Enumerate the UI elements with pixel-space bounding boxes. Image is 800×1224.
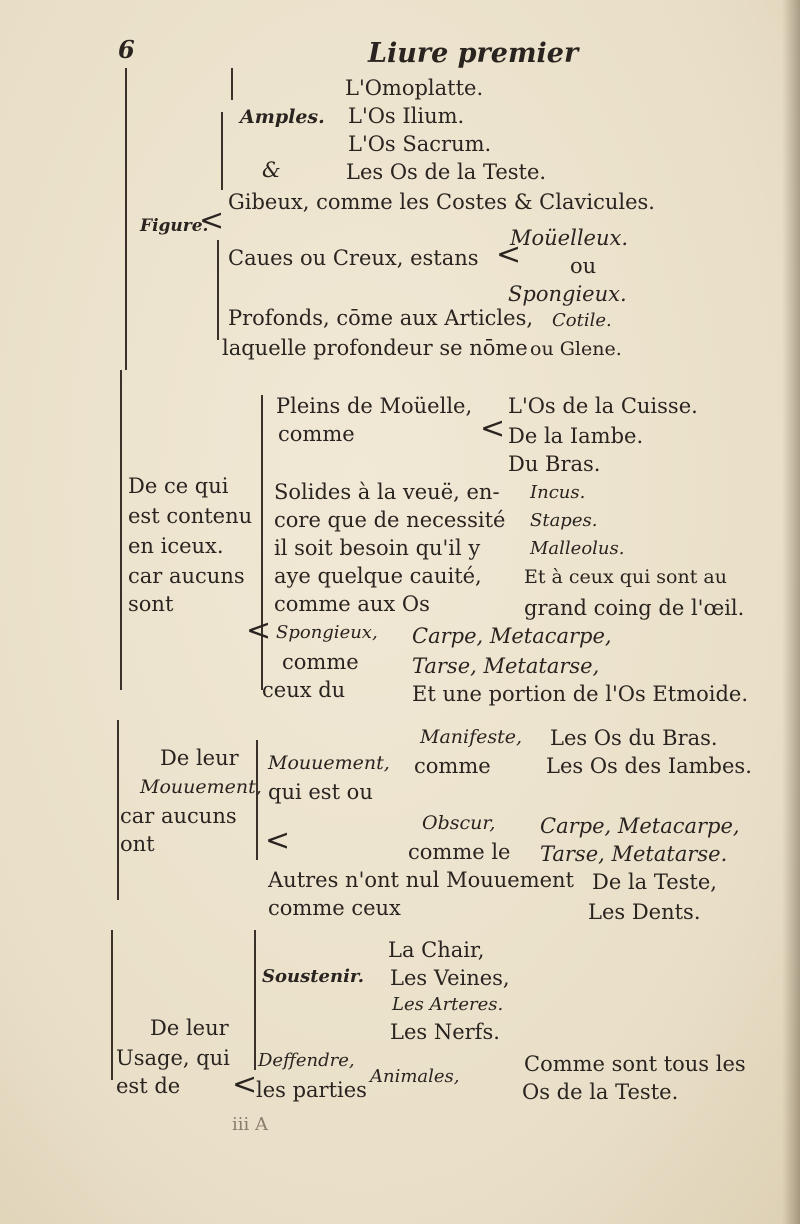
- left-line-1: De ce qui: [128, 474, 229, 498]
- line-deffendre: Deffendre,: [258, 1050, 355, 1071]
- word-ou: ou: [570, 254, 597, 278]
- left-line-5: sont: [128, 592, 174, 616]
- line-caues: Caues ou Creux, estans: [228, 246, 479, 270]
- left-line-4: car aucuns: [128, 564, 245, 588]
- item-carpe: Carpe, Metacarpe,: [412, 624, 612, 648]
- line-mouuement: Mouuement,: [268, 752, 390, 774]
- line-comme-ceux: comme ceux: [268, 896, 401, 920]
- label-amples: Amples.: [240, 106, 325, 128]
- line-comme-os: comme aux Os: [274, 592, 430, 616]
- line-gibeux: Gibeux, comme les Costes & Clavicules.: [228, 190, 655, 214]
- item-moelleux: Moüelleux.: [510, 226, 629, 250]
- item-os-bras: Les Os du Bras.: [550, 726, 718, 750]
- brace-open-icon: <: [232, 1067, 258, 1102]
- item-omoplatte: L'Omoplatte.: [345, 76, 484, 100]
- left-line-2: est contenu: [128, 504, 253, 528]
- item-cotile: Cotile.: [552, 310, 612, 331]
- item-os-ilium: L'Os Ilium.: [348, 104, 465, 128]
- item-iambe: De la Iambe.: [508, 424, 644, 448]
- brace-open-icon: <: [496, 237, 522, 272]
- left-line-3: en iceux.: [128, 534, 224, 558]
- left-line-2: Mouuement,: [140, 776, 262, 798]
- item-os-teste: Les Os de la Teste.: [346, 160, 547, 184]
- item-chair: La Chair,: [388, 938, 485, 962]
- line-manifeste: Manifeste,: [420, 726, 523, 748]
- line-solides: Solides à la veuë, en-: [274, 480, 500, 504]
- brace-open-icon: <: [246, 613, 272, 648]
- item-incus: Incus.: [530, 482, 586, 503]
- left-line-3: car aucuns: [120, 804, 237, 828]
- item-carpe: Carpe, Metacarpe,: [540, 814, 740, 838]
- item-stapes: Stapes.: [530, 510, 598, 531]
- item-tarse: Tarse, Metatarse,: [412, 654, 600, 678]
- left-line-1: De leur: [160, 746, 239, 770]
- item-malleolus: Malleolus.: [530, 538, 625, 559]
- line-ceux-du: ceux du: [262, 678, 346, 702]
- line-autres: Autres n'ont nul Mouuement: [268, 868, 574, 892]
- line-parties: les parties: [256, 1078, 367, 1102]
- line-comme-le: comme le: [408, 840, 511, 864]
- line-besoin: il soit besoin qu'il y: [274, 536, 481, 560]
- item-glene: ou Glene.: [530, 338, 622, 360]
- running-title: Liure premier: [368, 38, 579, 69]
- item-arteres: Les Arteres.: [392, 994, 504, 1015]
- brace-open-icon: <: [265, 823, 291, 858]
- item-cuisse: L'Os de la Cuisse.: [508, 394, 698, 418]
- line-qui-est: qui est ou: [268, 780, 373, 804]
- line-obscur: Obscur,: [422, 812, 496, 834]
- signature-mark: iii A: [232, 1114, 268, 1135]
- line-soustenir: Soustenir.: [262, 966, 365, 987]
- line-pleins: Pleins de Moüelle,: [276, 394, 473, 418]
- item-os-iambes: Les Os des Iambes.: [546, 754, 752, 778]
- line-cauite: aye quelque cauité,: [274, 564, 482, 588]
- left-line-3: est de: [116, 1074, 181, 1098]
- item-dents: Les Dents.: [588, 900, 701, 924]
- line-comme-1: comme: [278, 422, 355, 446]
- line-comme-sont: Comme sont tous les: [524, 1052, 746, 1076]
- line-oeil-1: Et à ceux qui sont au: [524, 566, 727, 588]
- line-comme-2: comme: [282, 650, 359, 674]
- line-spongieux: Spongieux,: [276, 622, 378, 643]
- page-number: 6: [118, 35, 135, 64]
- brace-open-icon: <: [199, 203, 225, 238]
- item-os-sacrum: L'Os Sacrum.: [348, 132, 492, 156]
- item-nerfs: Les Nerfs.: [390, 1020, 500, 1044]
- brace-open-icon: <: [480, 411, 506, 446]
- line-oeil-2: grand coing de l'œil.: [524, 596, 745, 620]
- line-profonds: Profonds, cōme aux Articles,: [228, 306, 534, 330]
- label-figure: Figure.: [140, 216, 209, 236]
- line-laquelle: laquelle profondeur se nōme: [222, 336, 528, 360]
- page-edge-shadow: [782, 0, 800, 1224]
- line-comme-1: comme: [414, 754, 491, 778]
- item-tarse: Tarse, Metatarse.: [540, 842, 728, 866]
- item-spongieux: Spongieux.: [508, 282, 627, 306]
- line-core: core que de necessité: [274, 508, 506, 532]
- ampersand: &: [262, 158, 281, 182]
- line-animales: Animales,: [370, 1066, 460, 1087]
- item-etmoide: Et une portion de l'Os Etmoide.: [412, 682, 749, 706]
- left-line-2: Usage, qui: [116, 1046, 230, 1070]
- item-teste: De la Teste,: [592, 870, 717, 894]
- item-veines: Les Veines,: [390, 966, 510, 990]
- line-os-teste: Os de la Teste.: [522, 1080, 679, 1104]
- left-line-4: ont: [120, 832, 155, 856]
- left-line-1: De leur: [150, 1016, 229, 1040]
- item-bras: Du Bras.: [508, 452, 601, 476]
